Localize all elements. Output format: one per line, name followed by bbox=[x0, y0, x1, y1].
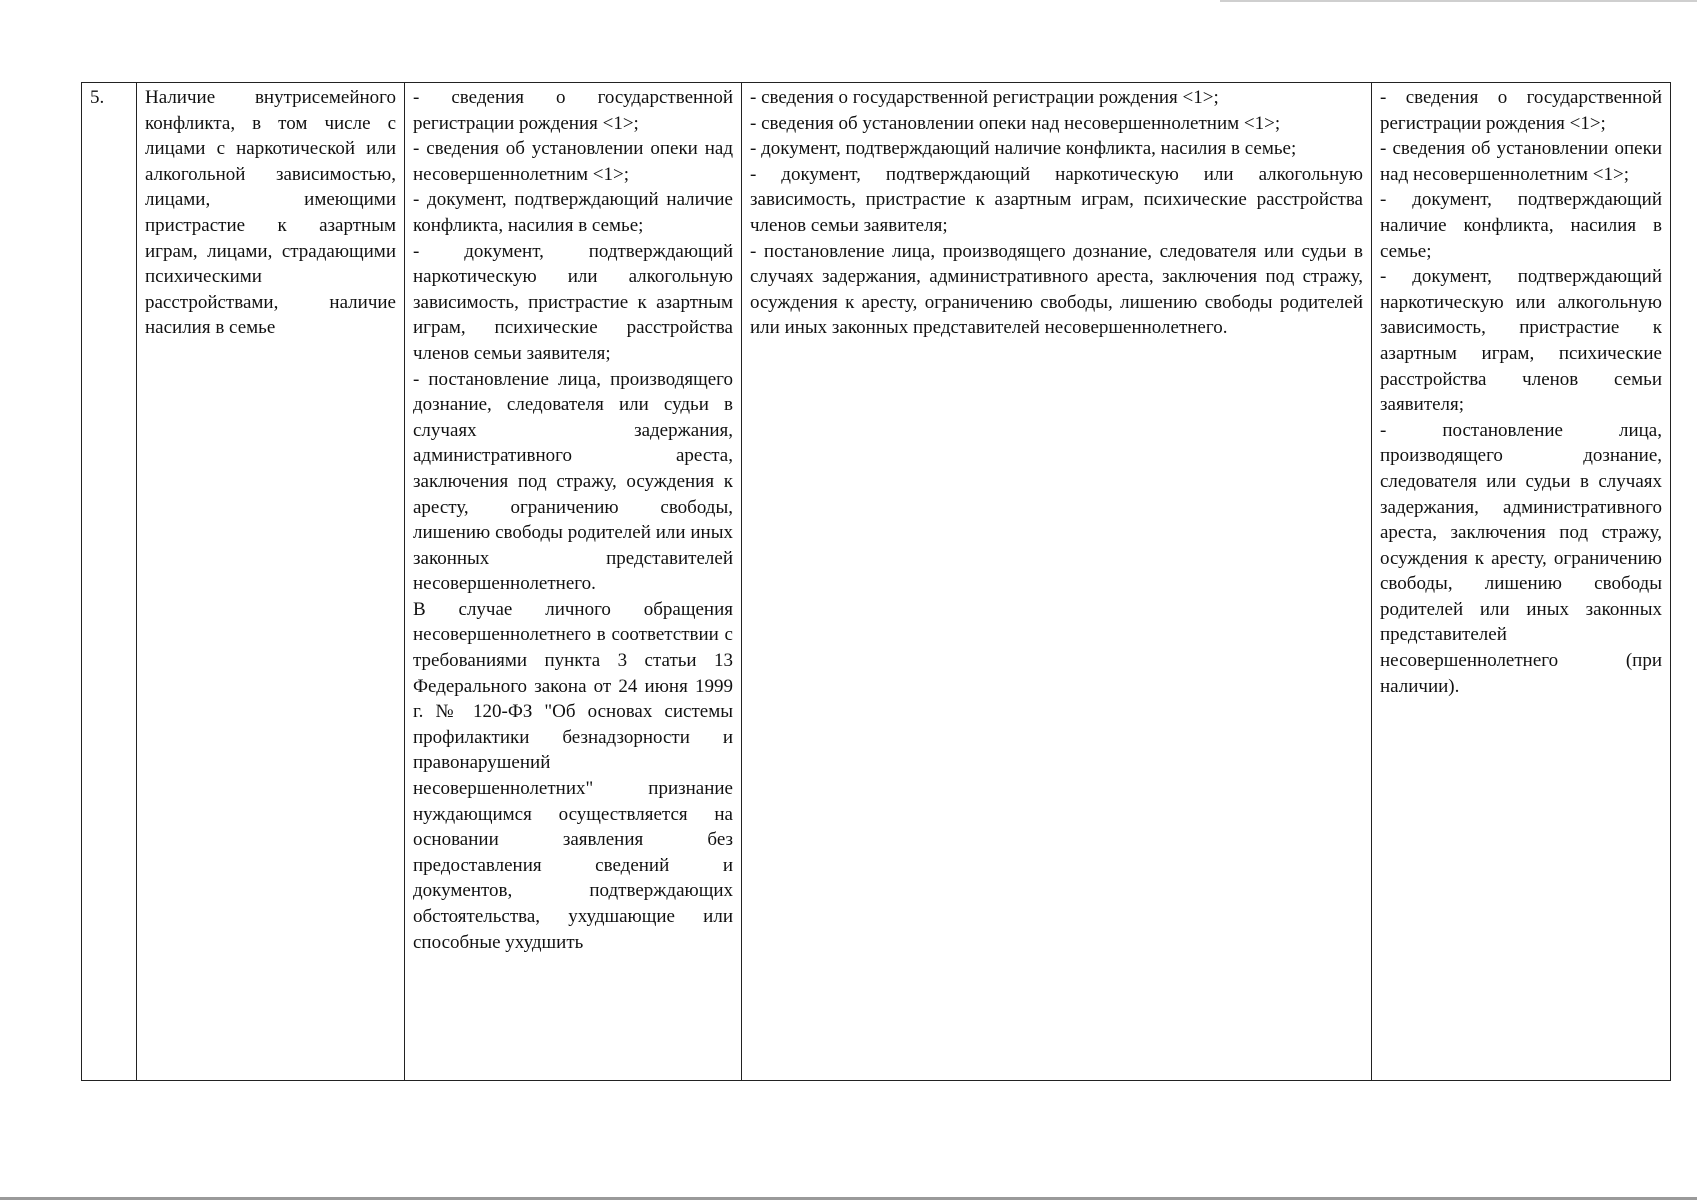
condition-text: Наличие внутрисемейного конфликта, в том числе с лицами с наркотической или алкогольной зависимостью, лицами, имеющими пристрастие к азартным играм, лицами, страдающими психическими расстройствами, наличие насилия в семье bbox=[145, 87, 396, 339]
list-item: В случае личного обращения несовершеннолетнего в соответствии с требованиями пункта 3 статьи 13 Федерального закона от 24 июня 1999 г. № 120-ФЗ "Об основах системы профилактики безнадзорности и правонарушений несовершеннолетних" признание нуждающимся осуществляется на основании заявления без предоставления сведений и документов, подтверждающих обстоятельства, ухудшающие или способные ухудшить bbox=[413, 598, 733, 953]
list-item: - сведения о государственной регистрации рождения <1>; bbox=[750, 87, 1219, 108]
list-item: - сведения о государственной регистрации рождения <1>; bbox=[413, 87, 733, 134]
list-item: - постановление лица, производящего дознание, следователя или судьи в случаях задержания, административного ареста, заключения под стражу, осуждения к аресту, ограничению свободы, лишению свободы родителей или иных законных представителей несовершеннолетнего. bbox=[413, 368, 733, 595]
list-item: - документ, подтверждающий наркотическую или алкогольную зависимость, пристрастие к азартным играм, психические расстройства членов семьи заявителя; bbox=[1380, 266, 1662, 416]
documents-column-c-cell bbox=[1372, 83, 1671, 1081]
list-item: - сведения о государственной регистрации рождения <1>; bbox=[1380, 87, 1662, 134]
document-table bbox=[81, 82, 1671, 1081]
documents-column-a-cell bbox=[405, 83, 742, 1081]
condition-cell bbox=[137, 83, 405, 1081]
documents-column-b-cell bbox=[742, 83, 1372, 1081]
list-item: - постановление лица, производящего дознание, следователя или судьи в случаях задержания, административного ареста, заключения под стражу, осуждения к аресту, ограничению свободы, лишению свободы родителей или иных законных представителей несовершеннолетнего. bbox=[750, 240, 1363, 339]
list-item: - документ, подтверждающий наркотическую или алкогольную зависимость, пристрастие к азартным играм, психические расстройства членов семьи заявителя; bbox=[413, 240, 733, 364]
scan-artifact-top-line bbox=[1220, 0, 1697, 2]
table-row bbox=[82, 83, 1671, 1081]
list-item: - сведения об установлении опеки над несовершеннолетним <1>; bbox=[413, 138, 733, 185]
list-item: - документ, подтверждающий наркотическую или алкогольную зависимость, пристрастие к азартным играм, психические расстройства членов семьи заявителя; bbox=[750, 163, 1363, 236]
row-number-cell bbox=[82, 83, 137, 1081]
list-item: - сведения об установлении опеки над несовершеннолетним <1>; bbox=[1380, 138, 1662, 185]
list-item: - сведения об установлении опеки над несовершеннолетним <1>; bbox=[750, 112, 1281, 134]
list-item: - документ, подтверждающий наличие конфликта, насилия в семье; bbox=[750, 138, 1297, 160]
list-item: - постановление лица, производящего дознание, следователя или судьи в случаях задержания, административного ареста, заключения под стражу, осуждения к аресту, ограничению свободы, лишению свободы родителей или иных законных представителей несовершеннолетнего (при наличии). bbox=[1380, 419, 1662, 697]
list-item: - документ, подтверждающий наличие конфликта, насилия в семье; bbox=[413, 189, 733, 236]
list-item: - документ, подтверждающий наличие конфликта, насилия в семье; bbox=[1380, 189, 1662, 262]
row-number: 5. bbox=[90, 87, 105, 108]
